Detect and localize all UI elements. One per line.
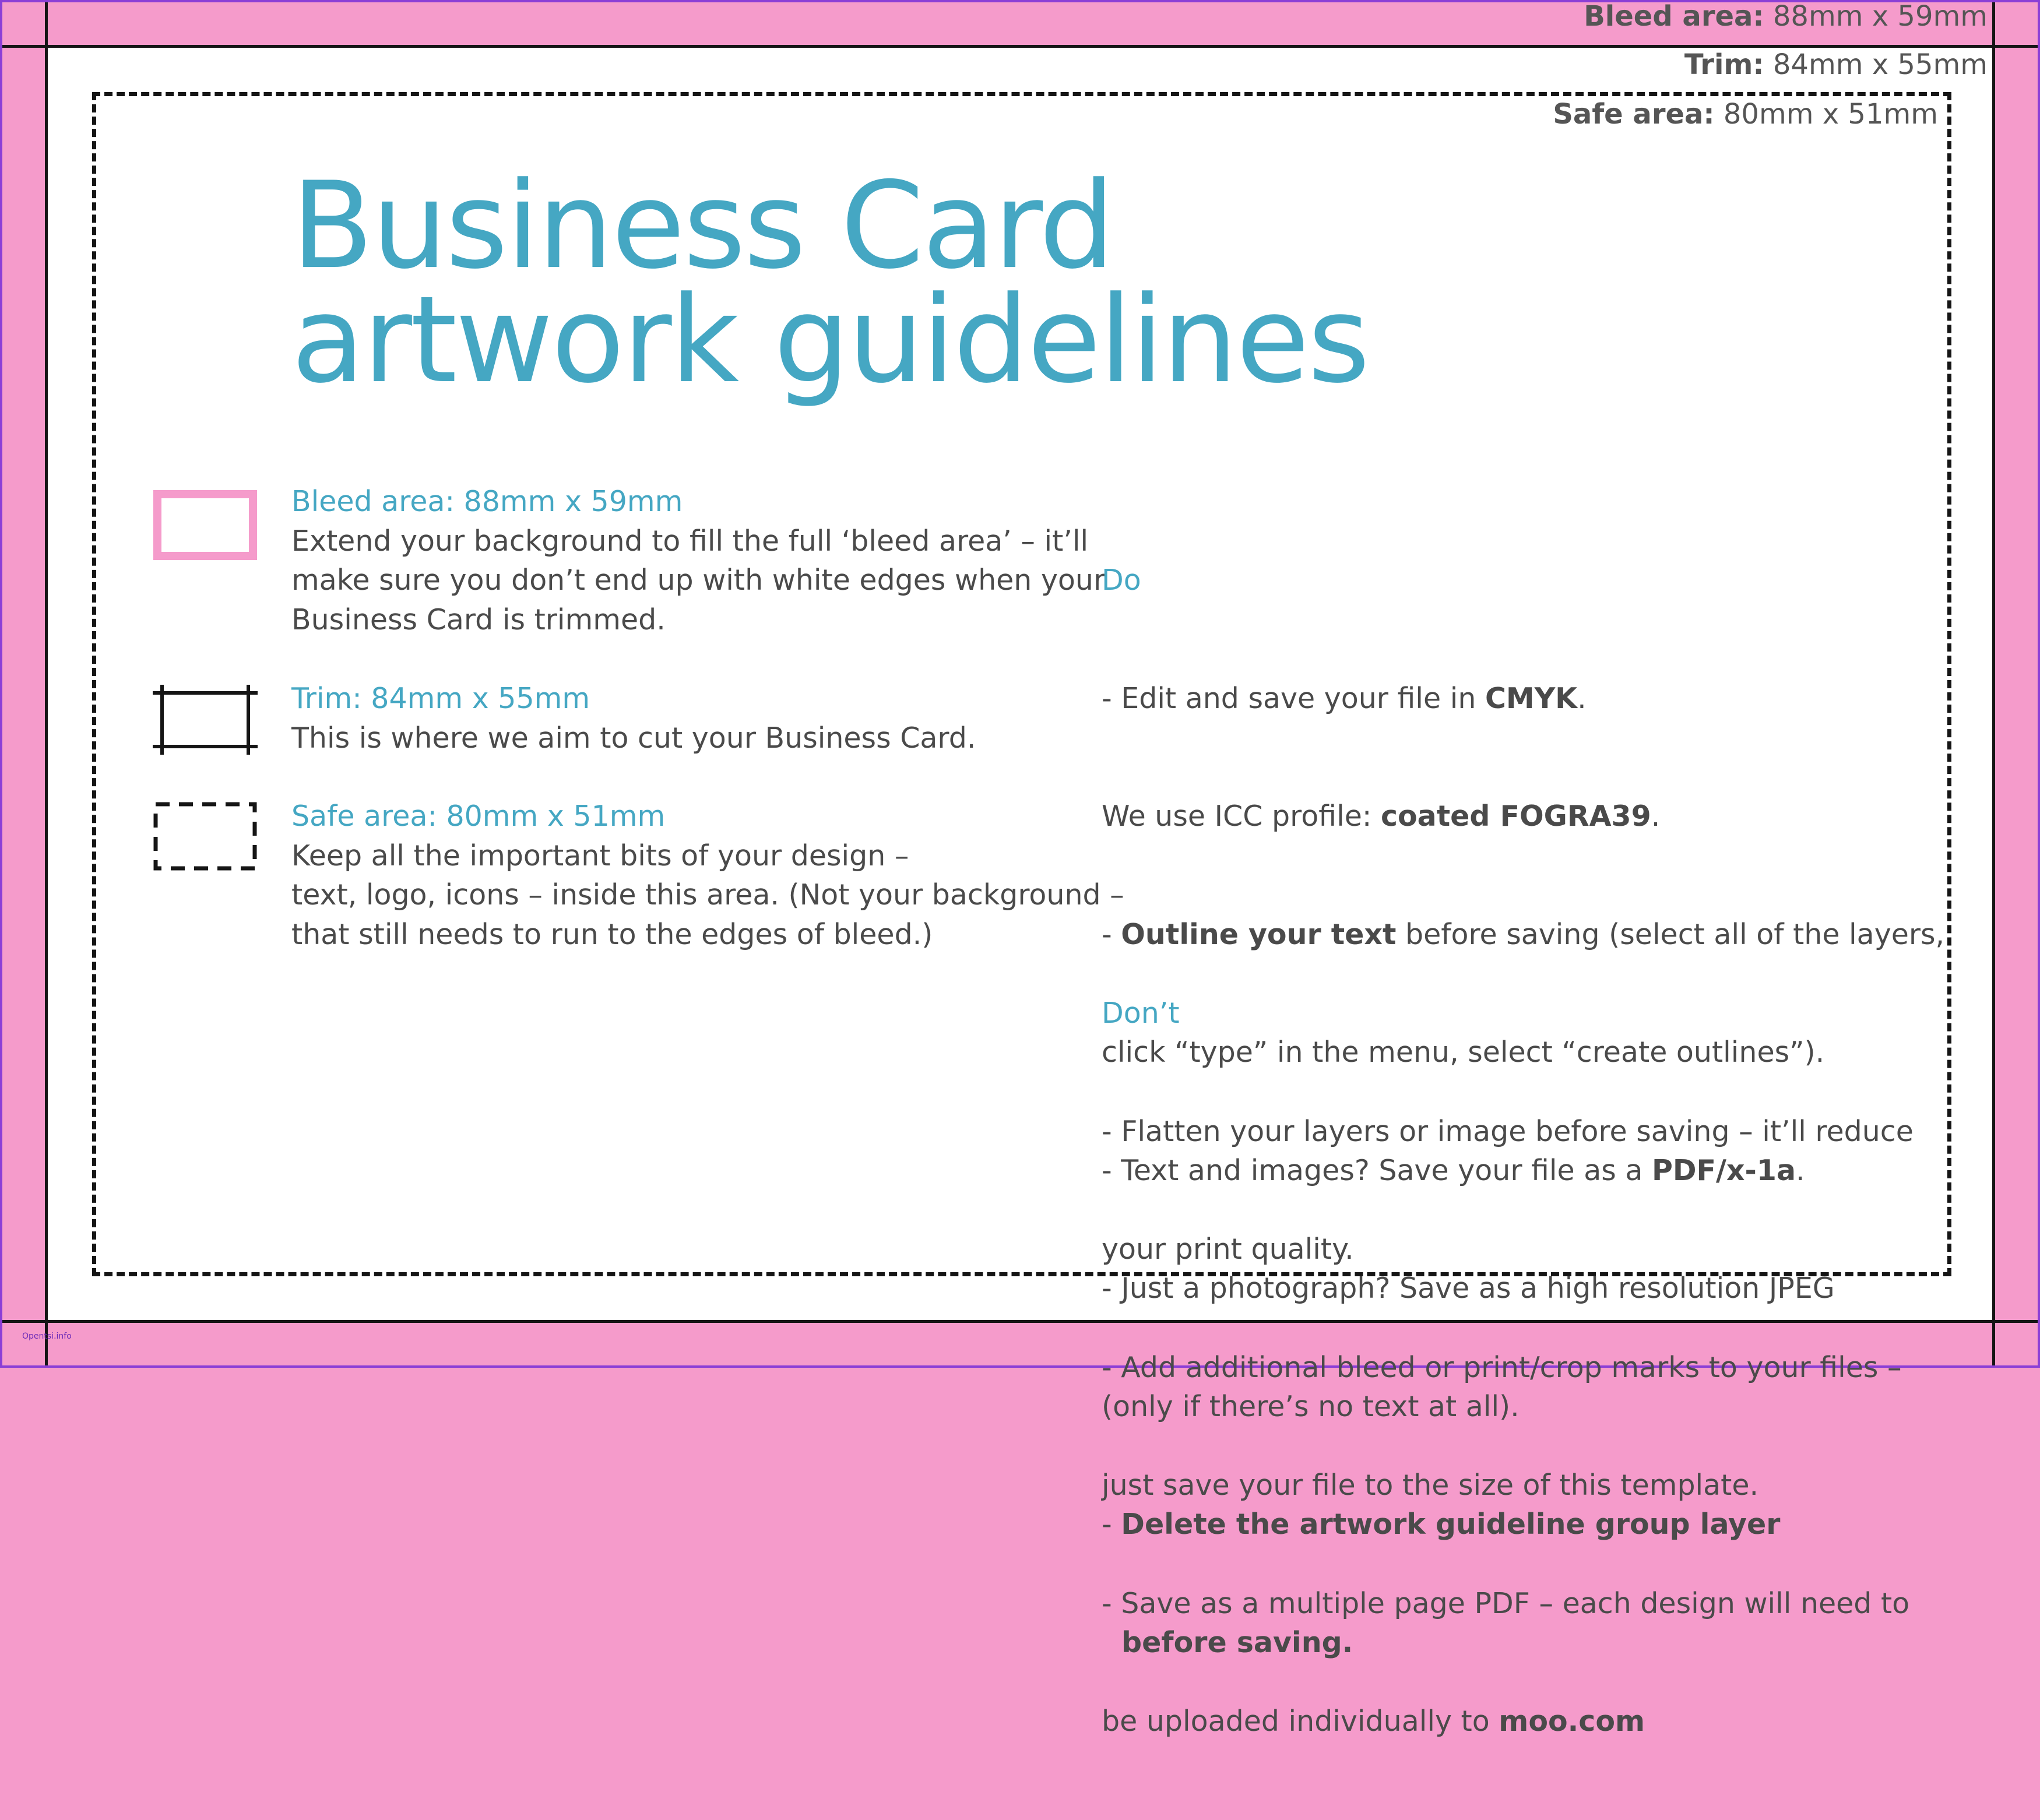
legend-bleed-line: Business Card is trimmed. [291, 603, 666, 636]
legend-safe-line: Keep all the important bits of your design – [291, 839, 909, 872]
legend-bleed-heading: Bleed area: 88mm x 59mm [291, 485, 683, 518]
do-item: before saving. [1121, 1625, 1353, 1659]
safe-area-label [1553, 98, 1938, 131]
legend-safe-line: that still needs to run to the edges of bleed.) [291, 917, 933, 951]
legend-safe-heading: Safe area: 80mm x 51mm [291, 800, 666, 833]
page-title [291, 157, 1369, 410]
safe-area-label-key: Safe area: [1553, 98, 1715, 131]
trim-icon [153, 685, 258, 755]
do-item: We use ICC profile: coated FOGRA39. [1102, 800, 1661, 833]
bleed-area-label-key: Bleed area: [1584, 0, 1764, 33]
do-item: click “type” in the menu, select “create outlines”). [1102, 1036, 1825, 1069]
dont-item: - Add additional bleed or print/crop marks to your files – [1102, 1350, 1902, 1384]
bleed-area-label-value: 88mm x 59mm [1772, 0, 1988, 33]
safe-area-icon [153, 801, 258, 871]
do-item: - Text and images? Save your file as a PDF/x-1a. [1102, 1153, 1805, 1187]
watermark-text: Opentsi.info [22, 1332, 72, 1341]
trim-label [1684, 48, 1988, 81]
legend-trim-heading: Trim: 84mm x 55mm [291, 682, 590, 715]
do-item: (only if there’s no text at all). [1102, 1389, 1520, 1423]
do-item: - Edit and save your file in CMYK. [1102, 681, 1587, 715]
bleed-area-icon [153, 490, 258, 561]
trim-label-key: Trim: [1684, 48, 1764, 81]
legend-bleed-line: Extend your background to fill the full ‘bleed area’ – it’ll [291, 524, 1089, 558]
legend-safe-line: text, logo, icons – inside this area. (Not your background – [291, 878, 1124, 911]
legend-bleed-line: make sure you don’t end up with white edges when your [291, 564, 1106, 597]
dont-item: - Save as a multiple page PDF – each design will need to [1102, 1586, 1910, 1620]
do-item: - Outline your text before saving (select all of the layers, [1102, 917, 1945, 951]
legend-safe [291, 797, 1124, 954]
title-line-2: artwork guidelines [291, 271, 1369, 410]
legend-trim [291, 679, 976, 758]
trim-label-value: 84mm x 55mm [1772, 48, 1988, 81]
title-line-1: Business Card [291, 157, 1113, 295]
safe-area-label-value: 80mm x 51mm [1723, 98, 1938, 131]
do-item: - Just a photograph? Save as a high resolution JPEG [1102, 1272, 1835, 1305]
dont-item: your print quality. [1102, 1233, 1354, 1266]
legend-bleed [291, 482, 1105, 639]
dont-section [1102, 915, 1914, 1820]
do-heading: Do [1102, 564, 1141, 597]
legend-trim-line: This is where we aim to cut your Business Card. [291, 721, 976, 755]
dont-item: - Flatten your layers or image before saving – it’ll reduce [1102, 1114, 1914, 1148]
dont-item: just save your file to the size of this template. [1102, 1469, 1759, 1502]
bleed-area-label [1584, 0, 1988, 33]
dont-item: be uploaded individually to moo.com [1102, 1705, 1645, 1738]
do-item: - Delete the artwork guideline group layer [1102, 1508, 1781, 1541]
dont-heading: Don’t [1102, 997, 1180, 1030]
